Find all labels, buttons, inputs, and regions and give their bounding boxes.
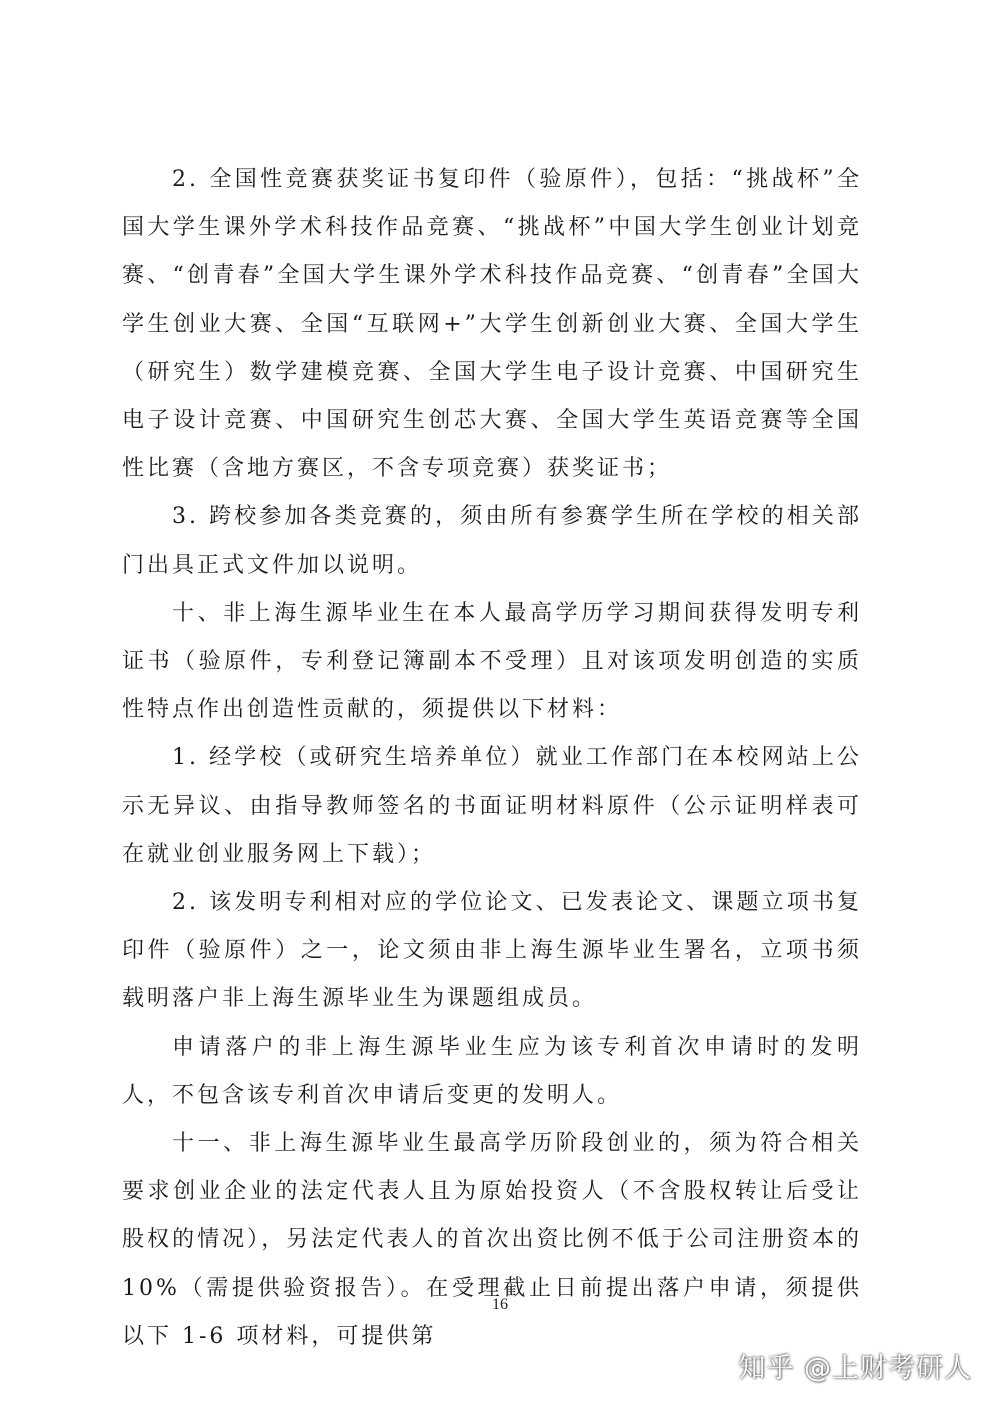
zhihu-watermark: 知乎 @上财考研人: [738, 1353, 972, 1384]
paragraph-section-ten-patent: 十、非上海生源毕业生在本人最高学历学习期间获得发明专利证书（验原件，专利登记簿副本不受理）且对该项发明创造的实质性特点作出创造性贡献的，须提供以下材料：: [122, 600, 862, 723]
page-number: 16: [492, 1296, 508, 1313]
paragraph-competition-certificates: 2. 全国性竞赛获奖证书复印件（验原件），包括：“挑战杯”全国大学生课外学术科技作品竞赛、“挑战杯”中国大学生创业计划竞赛、“创青春”全国大学生课外学术科技作品竞赛、“创青春”全国大学生创业大赛、全国“互联网+”大学生创新创业大赛、全国大学生（研究生）数学建模竞赛、全国大学生电子设计竞赛、中国研究生电子设计竞赛、中国研究生创芯大赛、全国大学生英语竞赛等全国性比赛（含地方赛区，不含专项竞赛）获奖证书；: [122, 167, 862, 482]
paragraph-patent-item-two: 2. 该发明专利相对应的学位论文、已发表论文、课题立项书复印件（验原件）之一，论文须由非上海生源毕业生署名，立项书须载明落户非上海生源毕业生为课题组成员。: [122, 890, 862, 1012]
paragraph-cross-school-competition: 3. 跨校参加各类竞赛的，须由所有参赛学生所在学校的相关部门出具正式文件加以说明。: [122, 504, 862, 578]
paragraph-inventor-requirement: 申请落户的非上海生源毕业生应为该专利首次申请时的发明人，不包含该专利首次申请后变更的发明人。: [122, 1034, 862, 1108]
paragraph-section-eleven-entrepreneurship: 十一、非上海生源毕业生最高学历阶段创业的，须为符合相关要求创业企业的法定代表人且为原始投资人（不含股权转让后受让股权的情况），另法定代表人的首次出资比例不低于公司注册资本的 10%（需提供验资报告）。在受理截止日前提出落户申请，须提供以下 1-6 项材料，可提供第: [122, 1131, 862, 1349]
paragraph-patent-item-one: 1. 经学校（或研究生培养单位）就业工作部门在本校网站上公示无异议、由指导教师签名的书面证明材料原件（公示证明样表可在就业创业服务网上下载）；: [122, 745, 862, 867]
document-body: [122, 156, 862, 1361]
